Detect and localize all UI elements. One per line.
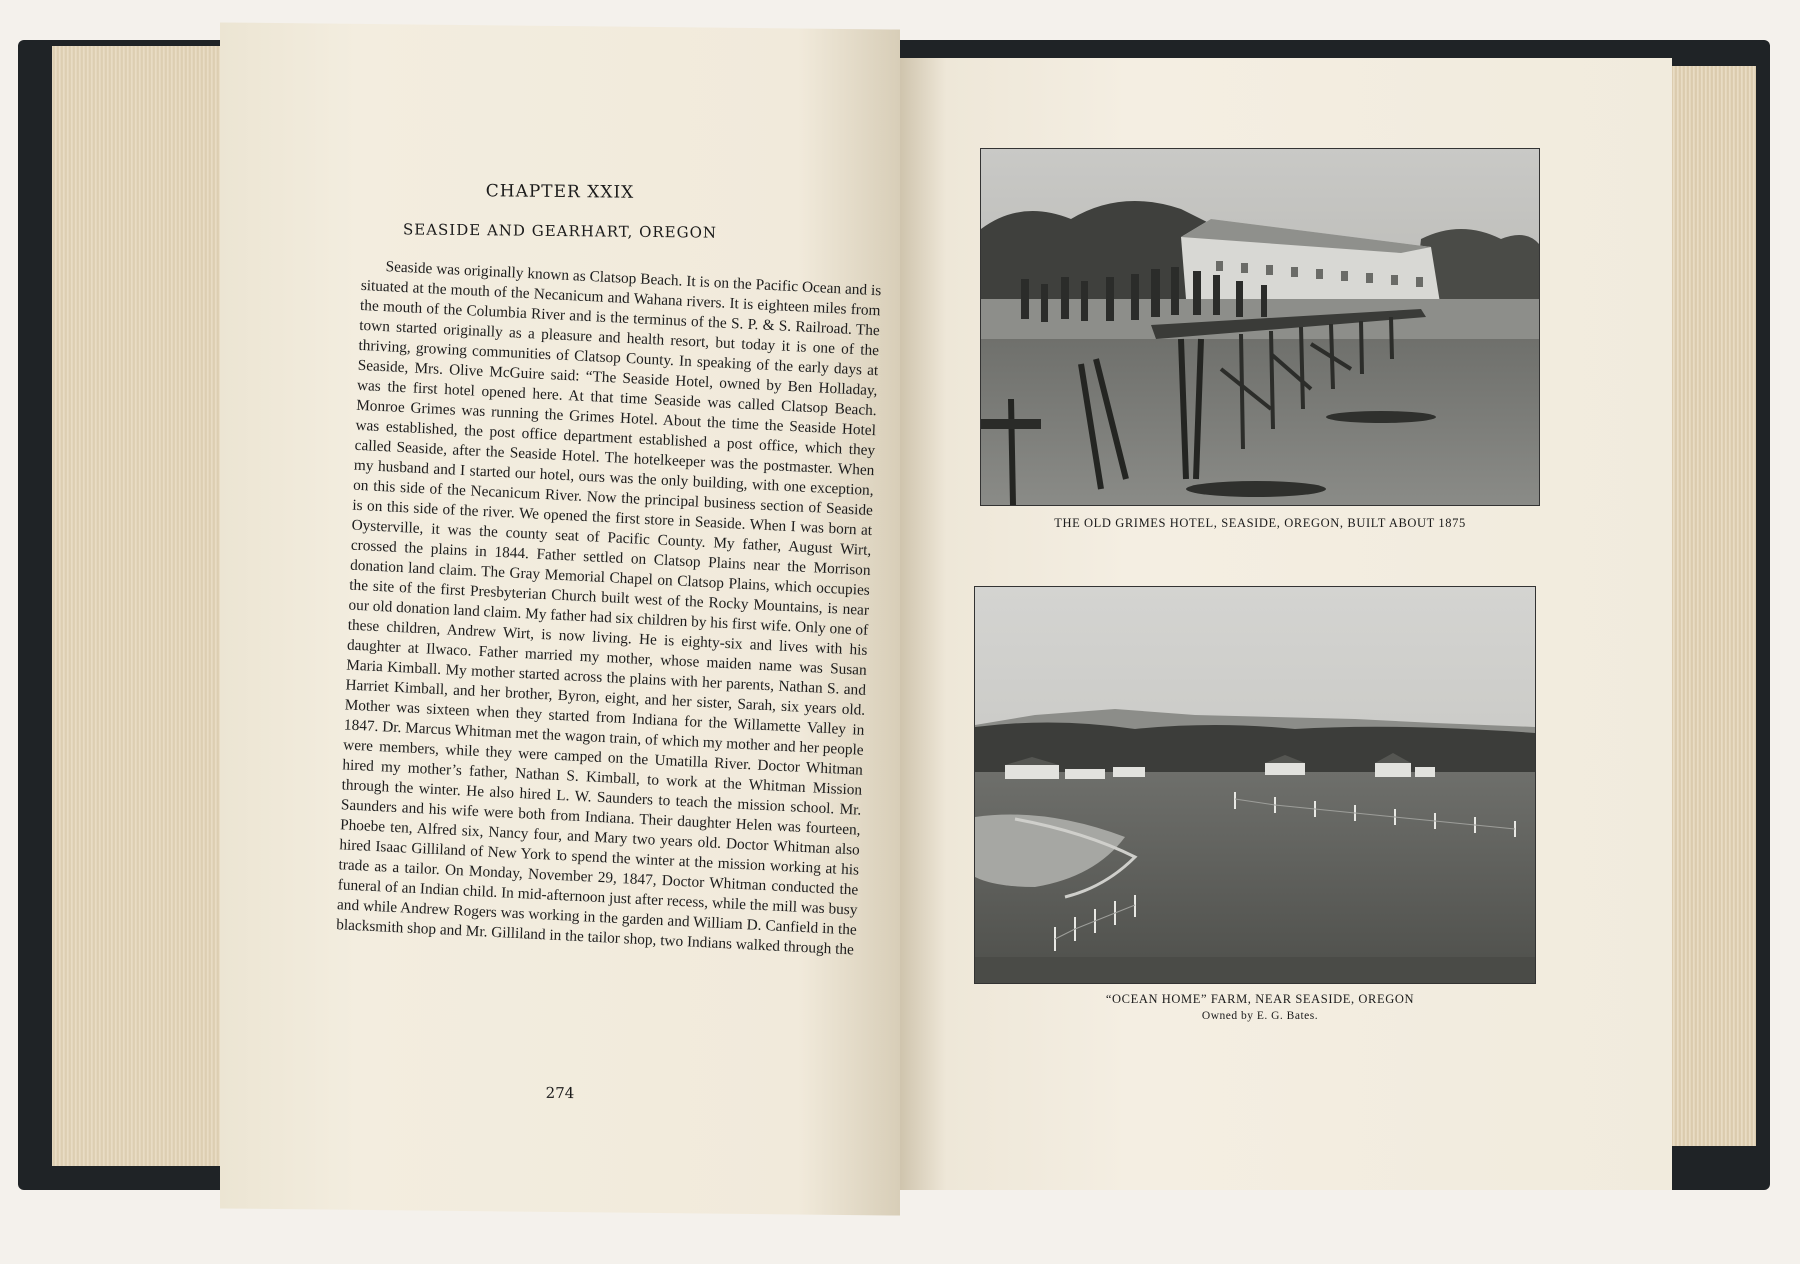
chapter-title: CHAPTER XXIX bbox=[485, 181, 635, 203]
photo2-subcaption: Owned by E. G. Bates. bbox=[1201, 1010, 1319, 1022]
section-title: SEASIDE AND GEARHART, OREGON bbox=[402, 220, 718, 242]
right-page-edges bbox=[1670, 66, 1756, 1146]
photo2-caption: “OCEAN HOME” FARM, NEAR SEASIDE, OREGON bbox=[1105, 992, 1415, 1006]
ocean-home-farm-photo bbox=[974, 586, 1536, 984]
left-page bbox=[220, 22, 900, 1215]
body-paragraph: Seaside was originally known as Clatsop Beach. It is on the Pacific Ocean and is situated at the mouth of the Necanicum and Wahana rivers. It is eighteen miles from the mouth of the Columbia River and is the terminus of the S. P. & S. Railroad. The town started originally as a pleasure and health resort, but today it is one of the thriving, growing communities of Clatsop County. In speaking of the early days at Seaside, Mrs. Olive McGuire said: “The Seaside Hotel, owned by Ben Holladay, was the first hotel opened here. At that time Seaside was called Clatsop Beach. Monroe Grimes was running the Grimes Hotel. About the time the Seaside Hotel was established, the post office department established a post office, which they called Seaside, after the Seaside Hotel. The hotelkeeper was the postmaster. When my husband and I started our hotel, ours was the only building, with one exception, on this side of the Necanicum River. Now the principal business section of Seaside is on this side of the river. We opened the first store in Seaside. When I was born at Oysterville, it was the county seat of Pacific County. My father, August Wirt, crossed the plains in 1844. Father settled on Clatsop Plains near the Morrison donation land claim. The Gray Memorial Chapel on Clatsop Plains, which occupies the site of the first Presbyterian Church built west of the Rocky Mountains, is near our old donation land claim. My father had six children by his first wife. Only one of these children, Andrew Wirt, is now living. He is eighty-six and lives with his daughter at Ilwaco. Father married my mother, whose maiden name was Susan Maria Kimball. My mother started across the plains with her parents, Nathan S. and Harriet Kimball, and her brother, Byron, eight, and her sister, Sarah, six years old. Mother was sixteen when they started from Indiana for the Willamette Valley in 1847. Dr. Marcus Whitman met the wagon train, of which my mother and her people were members, while they were camped on the Umatilla River. Doctor Whitman hired my mother’s father, Nathan S. Kimball, to work at the Whitman Mission through the winter. He also hired L. W. Saunders to teach the mission school. Mr. Saunders and his wife were both from Indiana. Their daughter Helen was fourteen, Phoebe ten, Alfred six, Nancy four, and Mary two years old. Doctor Whitman also hired Isaac Gilliland of New York to spend the winter at the mission working at his trade as a tailor. On Monday, November 29, 1847, Doctor Whitman conducted the funeral of an Indian child. In mid-afternoon just after recess, while the mill was busy and while Andrew Rogers was working in the garden and William D. Canfield in the blacksmith shop and Mr. Gilliland in the tailor shop, two Indians walked through the bbox=[335, 258, 882, 959]
right-page bbox=[900, 58, 1672, 1190]
page-number: 274 bbox=[545, 1083, 575, 1103]
body-text bbox=[336, 256, 882, 961]
photo1-caption: THE OLD GRIMES HOTEL, SEASIDE, OREGON, BUILT ABOUT 1875 bbox=[1054, 516, 1466, 530]
grimes-hotel-photo bbox=[980, 148, 1540, 506]
